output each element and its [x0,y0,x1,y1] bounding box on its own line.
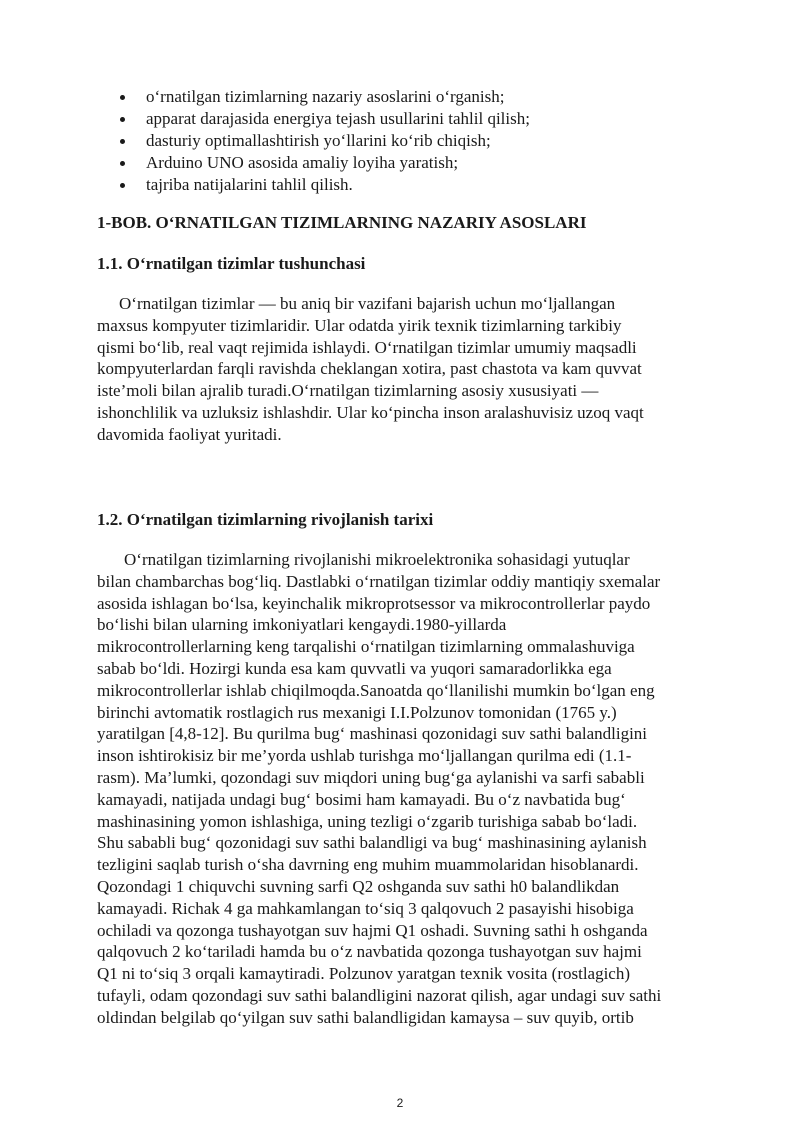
text-line: oldindan belgilab qo‘yilgan suv sathi balandligidan kamaysa – suv quyib, ortib [97,1007,634,1027]
chapter-title: 1-BOB. O‘RNATILGAN TIZIMLARNING NAZARIY ASOSLARI [97,213,587,232]
text-line: birinchi avtomatik rostlagich rus mexanigi I.I.Polzunov tomonidan (1765 y.) [97,702,617,722]
text-line: tezligini saqlab turish o‘sha davrning eng muhim muammolaridan hisoblanardi. [97,855,639,875]
page-number: 2 [396,1096,404,1110]
text-line: rasm). Ma’lumki, qozondagi suv miqdori uning bug‘ga aylanishi va sarfi sababli [97,767,645,787]
list-item: tajriba natijalarini tahlil qilish. [120,174,530,196]
text-line: maxsus kompyuter tizimlaridir. Ular odatda yirik texnik tizimlarning tarkibiy [97,315,622,335]
bullet-icon [120,183,125,188]
list-item: o‘rnatilgan tizimlarning nazariy asoslarini o‘rganish; [120,86,530,108]
list-item: apparat darajasida energiya tejash usullarini tahlil qilish; [120,108,530,130]
text-line: kompyuterlardan farqli ravishda cheklangan xotira, past chastota va kam quvvat [97,359,642,379]
text-line: tufayli, odam qozondagi suv sathi balandligini nazorat qilish, agar undagi suv sathi [97,985,662,1005]
text-line: qalqovuch 2 ko‘tariladi hamda bu o‘z navbatida qozonga tushayotgan suv hajmi [97,942,642,962]
bullet-icon [120,161,125,166]
text-line: qismi bo‘lib, real vaqt rejimida ishlaydi. O‘rnatilgan tizimlar umumiy maqsadli [97,337,637,357]
text-line: Q1 ni to‘siq 3 orqali kamaytiradi. Polzunov yaratgan texnik vosita (rostlagich) [97,964,631,984]
text-line: O‘rnatilgan tizimlar — bu aniq bir vazifani bajarish uchun mo‘ljallangan [119,294,616,313]
text-line: bo‘lishi bilan ularning imkoniyatlari kengaydi.1980-yillarda [97,615,507,635]
text-line: davomida faoliyat yuritadi. [97,424,282,444]
text-line: yaratilgan [4,8-12]. Bu qurilma bug‘ mashinasi qozonidagi suv sathi balandligini [97,724,648,744]
text-line: sabab bo‘ldi. Hozirgi kunda esa kam quvvatli va yuqori samaradorlikka ega [97,658,612,678]
bullet-icon [120,95,125,100]
text-line: mikrocontrollerlarning keng tarqalishi o‘rnatilgan tizimlarning ommalashuviga [97,637,635,657]
text-line: ochiladi va qozonga tushayotgan suv hajmi Q1 oshadi. Suvning sathi h oshganda [97,920,648,940]
list-item: dasturiy optimallashtirish yo‘llarini ko‘rib chiqish; [120,130,530,152]
bullet-icon [120,117,125,122]
text-line: mashinasining yomon ishlashiga, uning tezligi o‘zgarib turishiga sabab bo‘ladi. [97,811,638,831]
text-line: ishonchlilik va uzluksiz ishlashdir. Ular ko‘pincha inson aralashuvisiz uzoq vaqt [97,402,644,422]
text-line: inson ishtirokisiz bir me’yorda ushlab turishga mo‘ljallangan qurilma edi (1.1- [97,746,632,766]
section-2-title: 1.2. O‘rnatilgan tizimlarning rivojlanish tarixi [97,510,434,529]
bullet-icon [120,139,125,144]
text-line: mikrocontrollerlar ishlab chiqilmoqda.Sanoatda qo‘llanilishi mumkin bo‘lgan eng [97,680,655,700]
text-line: iste’moli bilan ajralib turadi.O‘rnatilgan tizimlarning asosiy xususiyati — [97,381,599,401]
text-line: Shu sababli bug‘ qozonidagi suv sathi balandligi va bug‘ mashinasining aylanish [97,833,647,853]
objectives-list [120,86,530,196]
text-line: bilan chambarchas bog‘liq. Dastlabki o‘rnatilgan tizimlar oddiy mantiqiy sxemalar [97,571,661,591]
section-1-title: 1.1. O‘rnatilgan tizimlar tushunchasi [97,254,366,273]
section-1-paragraph [97,293,722,446]
list-item: Arduino UNO asosida amaliy loyiha yaratish; [120,152,530,174]
text-line: Qozondagi 1 chiquvchi suvning sarfi Q2 oshganda suv sathi h0 balandlikdan [97,876,620,896]
text-line: asosida ishlagan bo‘lsa, keyinchalik mikroprotsessor va mikrocontrollerlar paydo [97,593,651,613]
text-line: kamayadi. Richak 4 ga mahkamlangan to‘siq 3 qalqovuch 2 pasayishi hisobiga [97,898,634,918]
text-line: kamayadi, natijada undagi bug‘ bosimi ham kamayadi. Bu o‘z navbatida bug‘ [97,789,626,809]
text-line: O‘rnatilgan tizimlarning rivojlanishi mikroelektronika sohasidagi yutuqlar [124,550,630,569]
section-2-paragraph [97,549,722,1029]
